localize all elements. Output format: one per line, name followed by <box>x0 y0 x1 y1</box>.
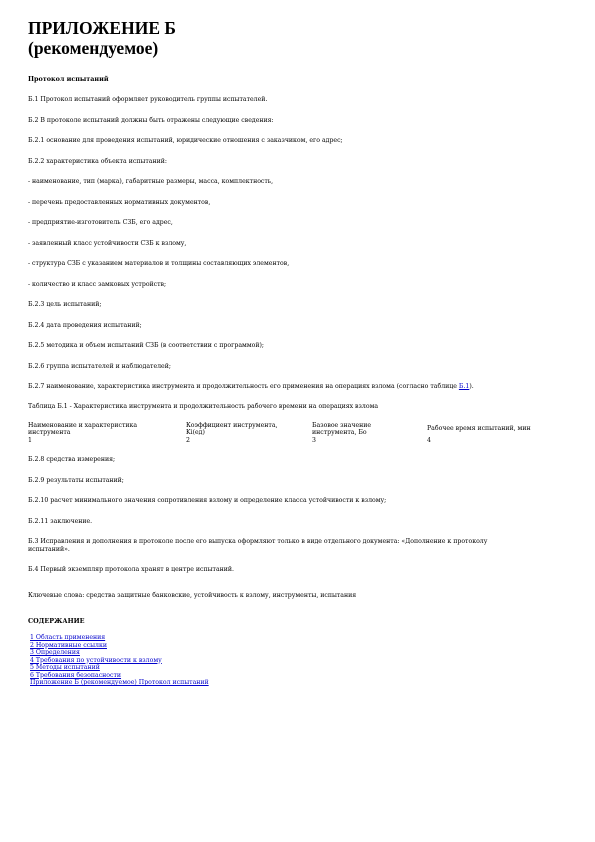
paragraph: Б.2.9 результаты испытаний; <box>28 476 124 484</box>
paragraph-b27 <box>28 383 573 391</box>
paragraph: Б.1 Протокол испытаний оформляет руководитель группы испытателей. <box>28 96 268 103</box>
table-header-cell <box>427 422 567 437</box>
header-line: инструмента <box>28 429 71 436</box>
toc-link[interactable]: 6 Требования безопасности <box>30 671 122 679</box>
paragraph: Б.2.8 средства измерения; <box>28 456 116 463</box>
table-row <box>28 437 567 445</box>
toc-link[interactable]: 4 Требования по устойчивости к взлому <box>30 656 162 664</box>
list-item: - предприятие-изготовитель СЗБ, его адрес, <box>28 219 173 226</box>
page-title <box>28 18 573 58</box>
paragraph-b3-line: испытаний». <box>28 545 70 553</box>
keywords: Ключевые слова: средства защитные банковские, устойчивость к взлому, инструменты, испытания <box>28 591 357 599</box>
table-cell: 2 <box>186 436 190 444</box>
title-line-2: (рекомендуемое) <box>28 38 159 58</box>
list-item: - заявленный класс устойчивости СЗБ к взлому, <box>28 239 187 247</box>
paragraph-b3 <box>28 538 573 553</box>
paragraph: Б.2.10 расчет минимального значения сопротивления взлому и определение класса устойчивости к взлому; <box>28 497 387 504</box>
table-header-cell <box>186 422 312 437</box>
paragraph: Б.2.3 цель испытаний; <box>28 301 102 308</box>
header-line: Коэффициент инструмента, <box>186 421 278 429</box>
table-header-cell <box>312 422 427 437</box>
table-cell: 1 <box>28 436 32 444</box>
table-cell: 4 <box>427 436 431 444</box>
list-item: - наименование, тип (марка), габаритные размеры, масса, комплектность, <box>28 178 274 185</box>
toc-link[interactable]: Приложение Б (рекомендуемое) Протокол испытаний <box>30 679 209 686</box>
list-item: - количество и класс замковых устройств; <box>28 280 167 288</box>
table-of-contents <box>28 634 573 687</box>
toc-link[interactable]: 1 Область применения <box>30 634 106 641</box>
tool-table <box>28 422 567 445</box>
list-item: - структура СЗБ с указанием материалов и толщины составляющих элементов, <box>28 260 290 267</box>
toc-title: СОДЕРЖАНИЕ <box>28 617 85 625</box>
paragraph: Б.2.4 дата проведения испытаний; <box>28 321 142 329</box>
header-line: инструмента, Бо <box>312 429 367 436</box>
document-page <box>28 18 573 687</box>
table-cell: 3 <box>312 436 316 444</box>
paragraph-b4: Б.4 Первый экземпляр протокола хранят в центре испытаний. <box>28 566 235 573</box>
paragraph: Б.2.2 характеристика объекта испытаний: <box>28 157 167 165</box>
title-line-1: ПРИЛОЖЕНИЕ Б <box>28 18 176 38</box>
paragraph: Б.2.11 заключение. <box>28 517 93 525</box>
table-b1-link[interactable]: Б.1 <box>458 383 470 390</box>
paragraph-b27-end: ). <box>469 383 474 390</box>
paragraph-b27-text: Б.2.7 наименование, характеристика инструмента и продолжительность его применения на операциях взлома (согласно таблице <box>28 383 459 390</box>
paragraph: Б.2.5 методика и объем испытаний СЗБ (в соответствии с программой); <box>28 342 264 349</box>
header-line: Ki(ед) <box>186 429 205 436</box>
list-item: - перечень предоставленных нормативных документов, <box>28 198 211 206</box>
table-header-row <box>28 422 567 437</box>
paragraph: Б.2 В протоколе испытаний должны быть отражены следующие сведения: <box>28 116 274 124</box>
header-line: Рабочее время испытаний, мин <box>427 425 531 432</box>
table-header-cell <box>28 422 186 437</box>
header-line: Базовое значение <box>312 421 372 429</box>
paragraph: Б.2.6 группа испытателей и наблюдателей; <box>28 362 171 370</box>
toc-link[interactable]: 2 Нормативные ссылки <box>30 641 107 649</box>
toc-link[interactable]: 3 Определения <box>30 649 80 656</box>
header-line: Наименование и характеристика <box>28 421 138 429</box>
paragraph: Б.2.1 основание для проведения испытаний, юридические отношения с заказчиком, его адрес; <box>28 137 343 144</box>
paragraph-b3-line: Б.3 Исправления и дополнения в протоколе после его выпуска оформляют только в виде отдельного документа: «Дополнение к протоколу <box>28 538 488 545</box>
table-caption: Таблица Б.1 - Характеристика инструмента и продолжительность рабочего времени на операциях взлома <box>28 403 379 410</box>
toc-link[interactable]: 5 Методы испытаний <box>30 664 100 671</box>
section-title: Протокол испытаний <box>28 75 109 83</box>
